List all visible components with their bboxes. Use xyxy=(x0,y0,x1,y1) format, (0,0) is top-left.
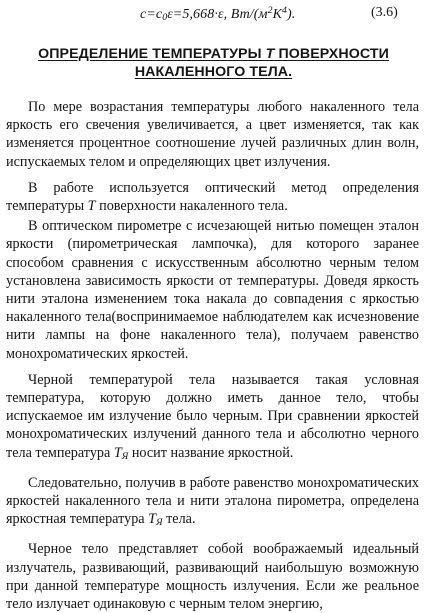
formula xyxy=(140,5,295,23)
p2-text-a: В работе используется оптический метод определения температуры xyxy=(6,179,419,215)
heading-text-a: ОПРЕДЕЛЕНИЕ ТЕМПЕРАТУРЫ xyxy=(38,46,266,62)
formula-middle: ε=5,668·ε, Вт/(м xyxy=(167,7,268,22)
formula-end: ). xyxy=(287,7,296,22)
p4-text-a: Черной температурой тела называется такая условная температура, которую должно иметь данное тело, чтобы испускаемое им излучение было черным. При сравнении яркостей монохроматических излучений данного тела и абсолютно черного тела температура xyxy=(6,371,419,461)
formula-line xyxy=(0,2,427,24)
p4-text-b: носит название яркостной. xyxy=(128,444,294,461)
paragraph-4 xyxy=(6,371,419,466)
paragraph-6: Черное тело представляет собой воображаемый идеальный излучатель, развивающий, развивающий наибольшую возможную при данной температуре мощность излучения. Если же реальное тело излучает одинаковую с черным телом энергию, xyxy=(6,541,419,613)
p5-symbol-sub: Я xyxy=(156,517,163,529)
formula-subscript: 0 xyxy=(162,12,168,23)
paragraph-2 xyxy=(6,179,419,215)
equation-number: (3.6) xyxy=(371,5,398,20)
formula-lhs: c=c xyxy=(140,7,163,22)
p2-text-b: поверхности накаленного тела. xyxy=(95,198,288,215)
p5-text-b: тела. xyxy=(162,511,196,528)
paragraph-5 xyxy=(6,474,419,533)
section-heading xyxy=(0,45,427,81)
formula-unit-k: К xyxy=(272,7,282,22)
formula-superscript-2: 2 xyxy=(267,5,273,16)
p5-text-a: Следовательно, получив в работе равенство монохроматических яркостей накаленного тела и нити эталона пирометра, определена яркостная температура xyxy=(6,474,419,528)
p5-symbol-t: Т xyxy=(148,511,157,528)
heading-line-2: НАКАЛЕННОГО ТЕЛА. xyxy=(134,64,293,80)
heading-symbol-t: Т xyxy=(265,46,275,62)
p2-symbol-t: Т xyxy=(87,198,96,215)
body-text xyxy=(6,98,419,613)
paragraph-3: В оптическом пирометре с исчезающей нитью помещен эталон яркости (пирометрическая лампочка), для которого заранее способом сравнения с искусственным абсолютно черным телом установлена зависимость яркости от температуры. Доведя яркость нити эталона изменением тока накала до совпадения с яркостью накаленного тела(воспринимаемое наблюдателем как исчезновение нити лампы на фоне накаленного тела), получаем равенство монохроматических яркостей. xyxy=(6,218,419,362)
formula-superscript-4: 4 xyxy=(282,5,287,16)
paragraph-1: По мере возрастания температуры любого накаленного тела яркость его свечения увеличивается, а цвет изменяется, так как изменяется процентное соотношение лучей различных длин волн, испускаемых телом и определяющих цвет излучения. xyxy=(6,99,419,170)
heading-text-b: ПОВЕРХНОСТИ xyxy=(274,46,389,62)
p4-symbol-sub: Я xyxy=(121,450,129,462)
p4-symbol-t: Т xyxy=(113,444,122,461)
heading-line-1 xyxy=(0,45,427,63)
